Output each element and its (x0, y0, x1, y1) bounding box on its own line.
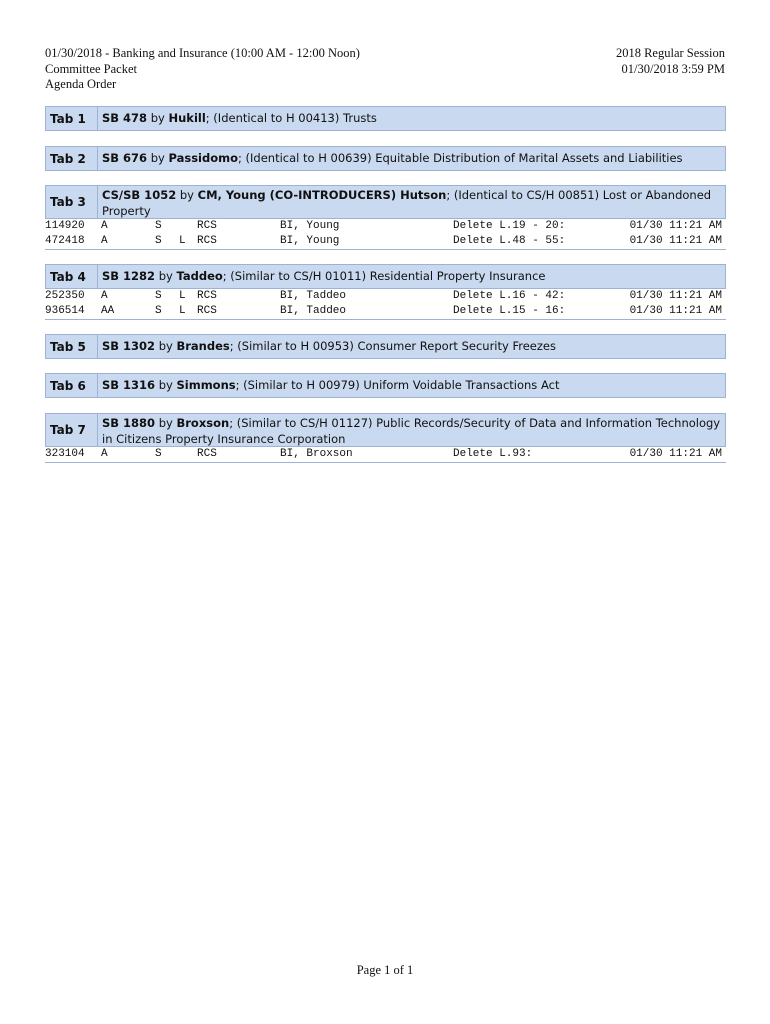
amendment-type: A (101, 235, 108, 247)
bill-number: SB 1316 (102, 377, 156, 392)
bill-number: SB 1880 (102, 416, 156, 430)
bill-summary: ; (Similar to H 00953) Consumer Report Security Freezes (229, 338, 556, 353)
amendment-time: 01/30 11:21 AM (629, 290, 722, 302)
amendment-time: 01/30 11:21 AM (629, 235, 722, 247)
bill-sponsor: Brandes (176, 338, 230, 353)
bill-sponsor: Hukill (168, 110, 206, 125)
bill-description (98, 186, 725, 218)
tab-label: Tab 4 (46, 265, 98, 288)
amendment-l-flag: L (179, 305, 186, 317)
by-text: by (155, 268, 177, 283)
divider (45, 249, 726, 250)
bill-number: SB 1282 (102, 268, 156, 283)
bill-description (98, 147, 725, 170)
agenda-tab-row (45, 334, 726, 359)
amendment-rcs: RCS (197, 305, 217, 317)
tab-label: Tab 7 (46, 414, 98, 446)
header-order-line: Agenda Order (45, 77, 117, 91)
by-text: by (155, 377, 177, 392)
amendment-committee: BI, Broxson (280, 448, 353, 460)
amendment-rcs: RCS (197, 220, 217, 232)
bill-sponsor: CM, Young (CO-INTRODUCERS) Hutson (197, 188, 447, 202)
bill-description (98, 335, 725, 358)
amendment-rcs: RCS (197, 235, 217, 247)
bill-summary: ; (Identical to H 00413) Trusts (205, 110, 377, 125)
amendment-time: 01/30 11:21 AM (629, 305, 722, 317)
header-right (616, 46, 725, 77)
by-text: by (147, 110, 169, 125)
header-packet-line: Committee Packet (45, 61, 137, 76)
bill-description (98, 374, 725, 397)
amendment-type: AA (101, 305, 115, 317)
bill-description (98, 414, 725, 446)
agenda-tab-row (45, 106, 726, 131)
header-timestamp-line: 01/30/2018 3:59 PM (621, 61, 725, 76)
amendment-delete: Delete L.15 - 16: (453, 305, 566, 317)
bill-summary: ; (Similar to CS/H 01011) Residential Property Insurance (222, 268, 546, 283)
amendment-l-flag: L (179, 290, 186, 302)
amendment-committee: BI, Young (280, 235, 340, 247)
amendment-rcs: RCS (197, 448, 217, 460)
divider (45, 319, 726, 320)
amendment-number: 252350 (45, 290, 85, 302)
bill-summary: ; (Similar to H 00979) Uniform Voidable Transactions Act (235, 377, 560, 392)
amendment-delete: Delete L.48 - 55: (453, 235, 566, 247)
header-left (45, 46, 360, 93)
amendment-type: A (101, 290, 108, 302)
amendment-number: 472418 (45, 235, 85, 247)
bill-sponsor: Passidomo (168, 150, 239, 165)
amendment-row (45, 219, 726, 234)
agenda-tab-row (45, 146, 726, 171)
bill-number: CS/SB 1052 (102, 188, 177, 202)
bill-sponsor: Broxson (176, 416, 230, 430)
bill-summary: ; (Similar to CS/H 01127) Public Records/Security of Data and Information Technology in Citizens Property Insurance Corporation (102, 416, 721, 446)
tab-label: Tab 5 (46, 335, 98, 358)
bill-number: SB 478 (102, 110, 148, 125)
amendment-committee: BI, Taddeo (280, 305, 347, 317)
amendment-number: 936514 (45, 305, 85, 317)
tab-label: Tab 2 (46, 147, 98, 170)
header-session-line: 2018 Regular Session (615, 46, 725, 60)
amendment-type: A (101, 448, 108, 460)
amendment-l-flag: L (179, 235, 186, 247)
agenda-tab-row (45, 413, 726, 447)
amendment-s-flag: S (155, 305, 162, 317)
amendment-committee: BI, Taddeo (280, 290, 347, 302)
by-text: by (176, 188, 198, 202)
amendment-s-flag: S (155, 448, 162, 460)
amendment-s-flag: S (155, 290, 162, 302)
by-text: by (147, 150, 169, 165)
bill-summary: ; (Identical to H 00639) Equitable Distribution of Marital Assets and Liabilities (238, 150, 683, 165)
bill-sponsor: Taddeo (176, 268, 223, 283)
amendment-row (45, 447, 726, 462)
amendment-delete: Delete L.16 - 42: (453, 290, 566, 302)
bill-description (98, 107, 725, 130)
bill-summary: ; (Identical to CS/H 00851) Lost or Abandoned Property (102, 188, 712, 218)
amendment-type: A (101, 220, 108, 232)
divider (45, 462, 726, 463)
header-committee-line: 01/30/2018 - Banking and Insurance (10:00 AM - 12:00 Noon) (45, 46, 360, 60)
amendment-row (45, 289, 726, 304)
amendment-row (45, 234, 726, 249)
bill-number: SB 1302 (102, 338, 156, 353)
amendment-delete: Delete L.93: (453, 448, 533, 460)
amendment-rcs: RCS (197, 290, 217, 302)
amendment-time: 01/30 11:21 AM (629, 220, 722, 232)
by-text: by (155, 416, 177, 430)
amendment-s-flag: S (155, 235, 162, 247)
bill-number: SB 676 (102, 150, 148, 165)
amendment-delete: Delete L.19 - 20: (453, 220, 566, 232)
bill-description (98, 265, 725, 288)
amendment-committee: BI, Young (280, 220, 340, 232)
amendment-row (45, 304, 726, 319)
tab-label: Tab 3 (46, 186, 98, 218)
amendment-time: 01/30 11:21 AM (629, 448, 722, 460)
agenda-tab-row (45, 373, 726, 398)
tab-label: Tab 6 (46, 374, 98, 397)
tab-label: Tab 1 (46, 107, 98, 130)
amendment-number: 323104 (45, 448, 85, 460)
page-number: Page 1 of 1 (356, 963, 414, 977)
amendment-s-flag: S (155, 220, 162, 232)
bill-sponsor: Simmons (176, 377, 236, 392)
amendment-number: 114920 (45, 220, 85, 232)
agenda-tab-row (45, 185, 726, 219)
agenda-tab-row (45, 264, 726, 289)
by-text: by (155, 338, 177, 353)
